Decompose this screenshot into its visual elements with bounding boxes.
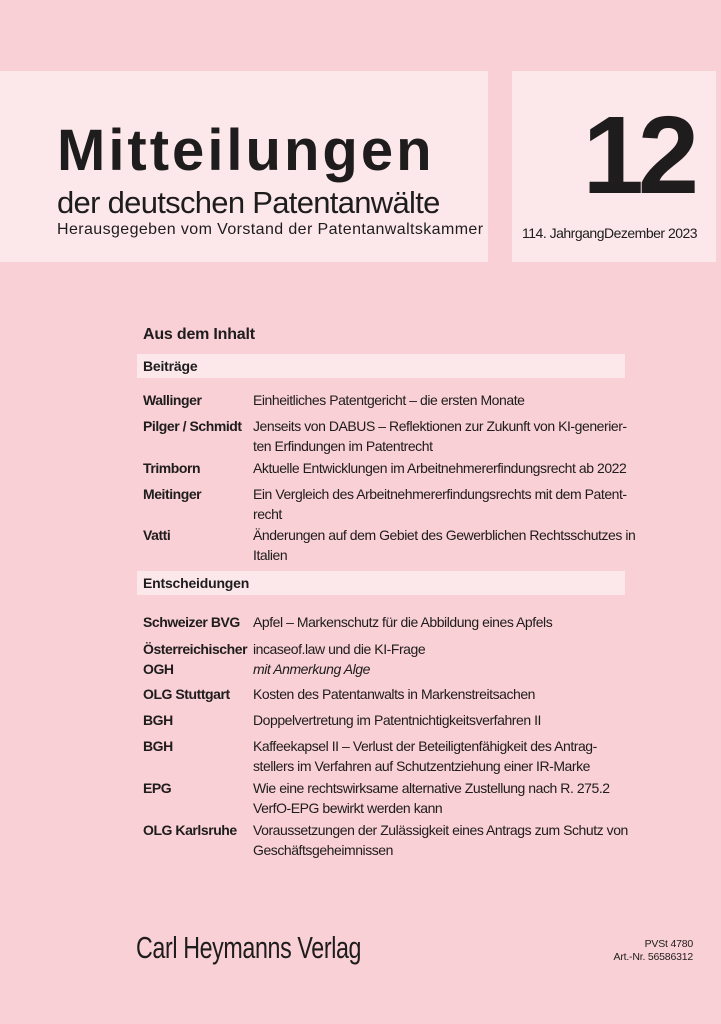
postal-code: PVSt 4780 bbox=[644, 938, 693, 950]
toc-entry-text: Aktuelle Entwicklungen im Arbeitnehmererfindungsrecht ab 2022 bbox=[253, 460, 627, 476]
section-header-entscheidungen: Entscheidungen bbox=[137, 571, 625, 595]
toc-entry-text: Ein Vergleich des Arbeitnehmererfindungsrechts mit dem Patent- recht bbox=[253, 486, 627, 522]
toc-entry-text: Apfel – Markenschutz für die Abbildung eines Apfels bbox=[253, 614, 553, 630]
footer-codes bbox=[614, 938, 693, 964]
masthead-panel bbox=[0, 71, 488, 262]
toc-entry-epg bbox=[143, 778, 646, 818]
toc-entry-note: mit Anmerkung Alge bbox=[253, 661, 370, 677]
toc-entry-text: Einheitliches Patentgericht – die ersten Monate bbox=[253, 392, 525, 408]
toc-entry-label: OLG Stuttgart bbox=[143, 686, 230, 702]
toc-entry-vatti bbox=[143, 525, 646, 565]
toc-entry-label: Trimborn bbox=[143, 460, 201, 476]
volume-label: 114. Jahrgang bbox=[522, 225, 604, 241]
toc-entry-label: OLG Karlsruhe bbox=[143, 822, 237, 838]
toc-entry-label: Pilger / Schmidt bbox=[143, 418, 242, 434]
toc-entry-text bbox=[253, 639, 646, 679]
toc-entry-label: Vatti bbox=[143, 527, 171, 543]
toc-entry-label: EPG bbox=[143, 780, 172, 796]
toc-entry-text-line: incaseof.law und die KI-Frage bbox=[253, 641, 426, 657]
toc-entry-label: Wallinger bbox=[143, 392, 202, 408]
toc-entry-bgh-1 bbox=[143, 710, 646, 730]
journal-subtitle: der deutschen Patentanwälte bbox=[57, 185, 440, 220]
toc-entry-bgh-2 bbox=[143, 736, 646, 776]
toc-entry-meitinger bbox=[143, 484, 646, 524]
toc-entry-pilger-schmidt bbox=[143, 416, 646, 456]
toc-entry-schweizer-bvg bbox=[143, 612, 646, 632]
section-header-beitraege: Beiträge bbox=[137, 354, 625, 378]
toc-entry-label: BGH bbox=[143, 738, 173, 754]
toc-entry-wallinger bbox=[143, 390, 646, 410]
toc-entry-label: Meitinger bbox=[143, 486, 202, 502]
toc-entry-label: Österreichischer OGH bbox=[143, 641, 248, 677]
toc-entry-label: BGH bbox=[143, 712, 173, 728]
toc-entry-oesterreichischer-ogh bbox=[143, 639, 646, 679]
contents-heading: Aus dem Inhalt bbox=[143, 326, 255, 343]
article-number: Art.-Nr. 56586312 bbox=[613, 951, 693, 963]
toc-entry-text: Änderungen auf dem Gebiet des Gewerblichen Rechtsschutzes in Italien bbox=[253, 527, 636, 563]
issue-number: 12 bbox=[582, 94, 693, 217]
toc-entry-olg-stuttgart bbox=[143, 684, 646, 704]
issue-meta bbox=[522, 225, 698, 241]
toc-entry-text: Kosten des Patentanwalts in Markenstreitsachen bbox=[253, 686, 536, 702]
toc-entry-trimborn bbox=[143, 458, 646, 478]
toc-entry-olg-karlsruhe bbox=[143, 820, 646, 860]
toc-entry-text: Wie eine rechtswirksame alternative Zustellung nach R. 275.2 VerfO-EPG bewirkt werden kann bbox=[253, 780, 610, 816]
footer-publisher: Carl Heymanns Verlag bbox=[136, 930, 362, 965]
toc-entry-label: Schweizer BVG bbox=[143, 614, 240, 630]
toc-entry-text: Kaffeekapsel II – Verlust der Beteiligtenfähigkeit des Antrag- stellers im Verfahren auf Schutzentziehung einer IR-Marke bbox=[253, 738, 597, 774]
issue-panel bbox=[512, 71, 716, 262]
toc-entry-text: Doppelvertretung im Patentnichtigkeitsverfahren II bbox=[253, 712, 541, 728]
publisher-line: Herausgegeben vom Vorstand der Patentanwaltskammer bbox=[57, 221, 484, 238]
toc-entry-text: Voraussetzungen der Zulässigkeit eines Antrags zum Schutz von Geschäftsgeheimnissen bbox=[253, 822, 628, 858]
toc-entry-text: Jenseits von DABUS – Reflektionen zur Zukunft von KI-generier- ten Erfindungen im Patentrecht bbox=[253, 418, 627, 454]
journal-title: Mitteilungen bbox=[57, 118, 435, 183]
issue-date: Dezember 2023 bbox=[603, 225, 698, 241]
